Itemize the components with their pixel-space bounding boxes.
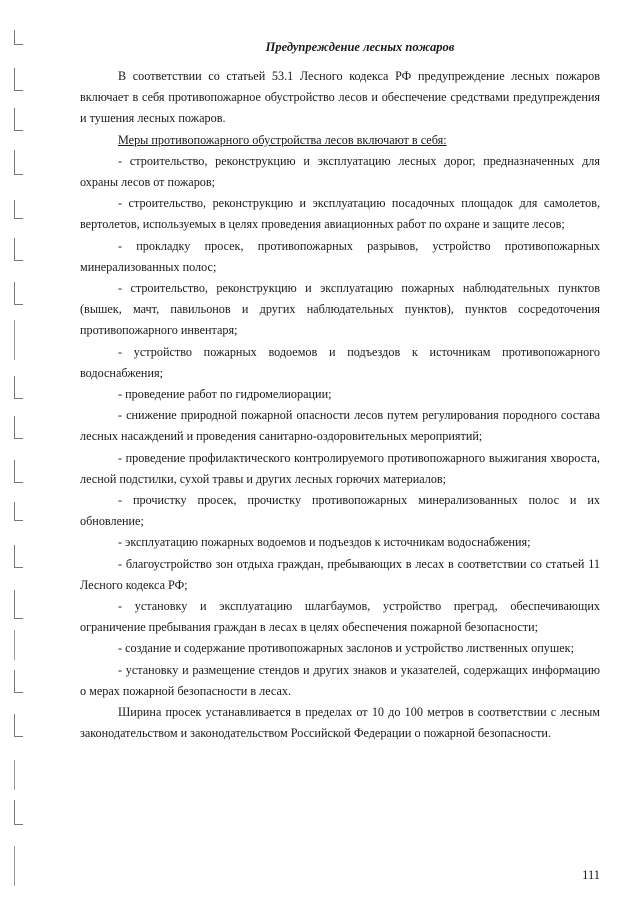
list-item: - благоустройство зон отдыха граждан, пребывающих в лесах в соответствии со статьей 11 Лесного кодекса РФ; <box>80 556 600 592</box>
measures-heading <box>80 130 600 151</box>
binding-mark <box>14 846 15 886</box>
binding-margin-marks <box>0 0 40 905</box>
list-item: - прочистку просек, прочистку противопожарных минерализованных полос и их обновление; <box>80 493 600 529</box>
list-item: - установку и размещение стендов и других знаков и указателей, содержащих информацию о мерах пожарной безопасности в лесах. <box>80 662 600 698</box>
list-item: - создание и содержание противопожарных заслонов и устройство лиственных опушек; <box>118 641 574 656</box>
list-item: - строительство, реконструкцию и эксплуатацию лесных дорог, предназначенных для охраны лесов от пожаров; <box>80 153 600 190</box>
measures-heading-text: Меры противопожарного обустройства лесов включают в себя: <box>118 132 447 147</box>
list-item: - эксплуатацию пожарных водоемов и подъездов к источникам водоснабжения; <box>118 535 531 550</box>
binding-mark <box>14 376 23 399</box>
list-item: - проведение работ по гидромелиорации; <box>118 387 332 402</box>
binding-mark <box>14 760 15 790</box>
binding-mark <box>14 108 23 131</box>
page-title: Предупреждение лесных пожаров <box>265 40 455 54</box>
list-item: - строительство, реконструкцию и эксплуатацию посадочных площадок для самолетов, вертолетов, используемых в целях проведения авиационных работ по охране и защите лесов; <box>80 196 600 232</box>
binding-mark <box>14 590 23 619</box>
closing-paragraph: Ширина просек устанавливается в пределах от 10 до 100 метров в соответствии с лесным законодательством и законодательством Российской Федерации о пожарной безопасности. <box>80 705 600 741</box>
binding-mark <box>14 68 23 91</box>
list-item: - снижение природной пожарной опасности лесов путем регулирования породного состава лесных насаждений и проведения санитарно-оздоровительных мероприятий; <box>80 408 600 444</box>
binding-mark <box>14 416 23 439</box>
binding-mark <box>14 150 23 175</box>
document-body <box>80 66 600 745</box>
binding-mark <box>14 670 23 693</box>
binding-mark <box>14 238 23 261</box>
list-item: - проведение профилактического контролируемого противопожарного выжигания хвороста, лесной подстилки, сухой травы и других лесных горючих материалов; <box>80 450 600 486</box>
binding-mark <box>14 545 23 568</box>
binding-mark <box>14 502 23 521</box>
list-item: - прокладку просек, противопожарных разрывов, устройство противопожарных минерализованных полос; <box>80 238 600 274</box>
binding-mark <box>14 630 15 660</box>
binding-mark <box>14 320 15 360</box>
page-number: 111 <box>582 868 600 882</box>
list-item: - устройство пожарных водоемов и подъездов к источникам противопожарного водоснабжения; <box>80 344 600 380</box>
list-item: - строительство, реконструкцию и эксплуатацию пожарных наблюдательных пунктов (вышек, мачт, павильонов и других наблюдательных пунктов), пунктов сосредоточения противопожарного инвентаря; <box>80 281 600 338</box>
binding-mark <box>14 800 23 825</box>
intro-paragraph: В соответствии со статьей 53.1 Лесного кодекса РФ предупреждение лесных пожаров включает в себя противопожарное обустройство лесов и обеспечение средствами предупреждения и тушения лесных пожаров. <box>80 69 600 126</box>
binding-mark <box>14 200 23 219</box>
list-item: - установку и эксплуатацию шлагбаумов, устройство преград, обеспечивающих ограничение пребывания граждан в лесах в целях обеспечения пожарной безопасности; <box>80 599 600 635</box>
binding-mark <box>14 460 23 483</box>
binding-mark <box>14 282 23 305</box>
binding-mark <box>14 714 23 737</box>
